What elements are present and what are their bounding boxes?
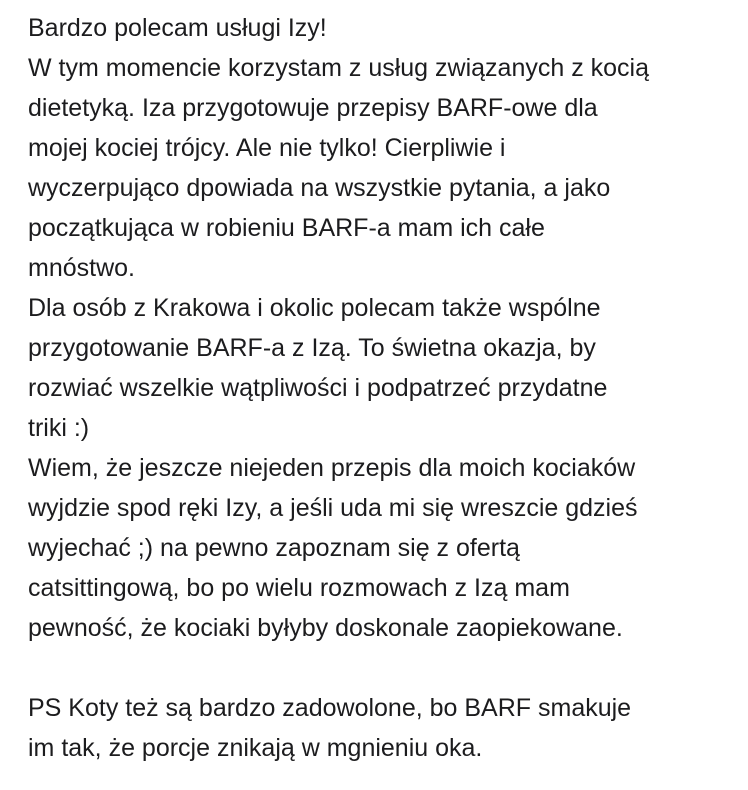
review-line: przygotowanie BARF-a z Izą. To świetna okazja, by <box>28 334 596 362</box>
review-text <box>28 8 740 768</box>
review-line: mojej kociej trójcy. Ale nie tylko! Cierpliwie i <box>28 134 506 162</box>
review-line: rozwiać wszelkie wątpliwości i podpatrzeć przydatne <box>28 374 608 402</box>
review-line: mnóstwo. <box>28 254 135 282</box>
review-line: początkująca w robieniu BARF-a mam ich całe <box>28 214 545 242</box>
review-line: wyjdzie spod ręki Izy, a jeśli uda mi się wreszcie gdzieś <box>28 494 638 522</box>
review-line: W tym momencie korzystam z usług związanych z kocią <box>28 54 650 82</box>
review-line: Bardzo polecam usługi Izy! <box>28 14 327 42</box>
ps-line: im tak, że porcje znikają w mgnieniu oka. <box>28 734 483 762</box>
review-line: catsittingową, bo po wielu rozmowach z Izą mam <box>28 574 570 602</box>
review-line: Dla osób z Krakowa i okolic polecam także wspólne <box>28 294 601 322</box>
review-line: wyjechać ;) na pewno zapoznam się z ofertą <box>28 534 520 562</box>
review-line: Wiem, że jeszcze niejeden przepis dla moich kociaków <box>28 454 636 482</box>
ps-line: PS Koty też są bardzo zadowolone, bo BARF smakuje <box>28 694 632 722</box>
review-line: triki :) <box>28 414 90 442</box>
review-line: wyczerpująco dpowiada na wszystkie pytania, a jako <box>28 174 611 202</box>
paragraph-gap <box>28 648 740 688</box>
review-line: dietetyką. Iza przygotowuje przepisy BARF-owe dla <box>28 94 598 122</box>
review-line: pewność, że kociaki byłyby doskonale zaopiekowane. <box>28 614 623 642</box>
